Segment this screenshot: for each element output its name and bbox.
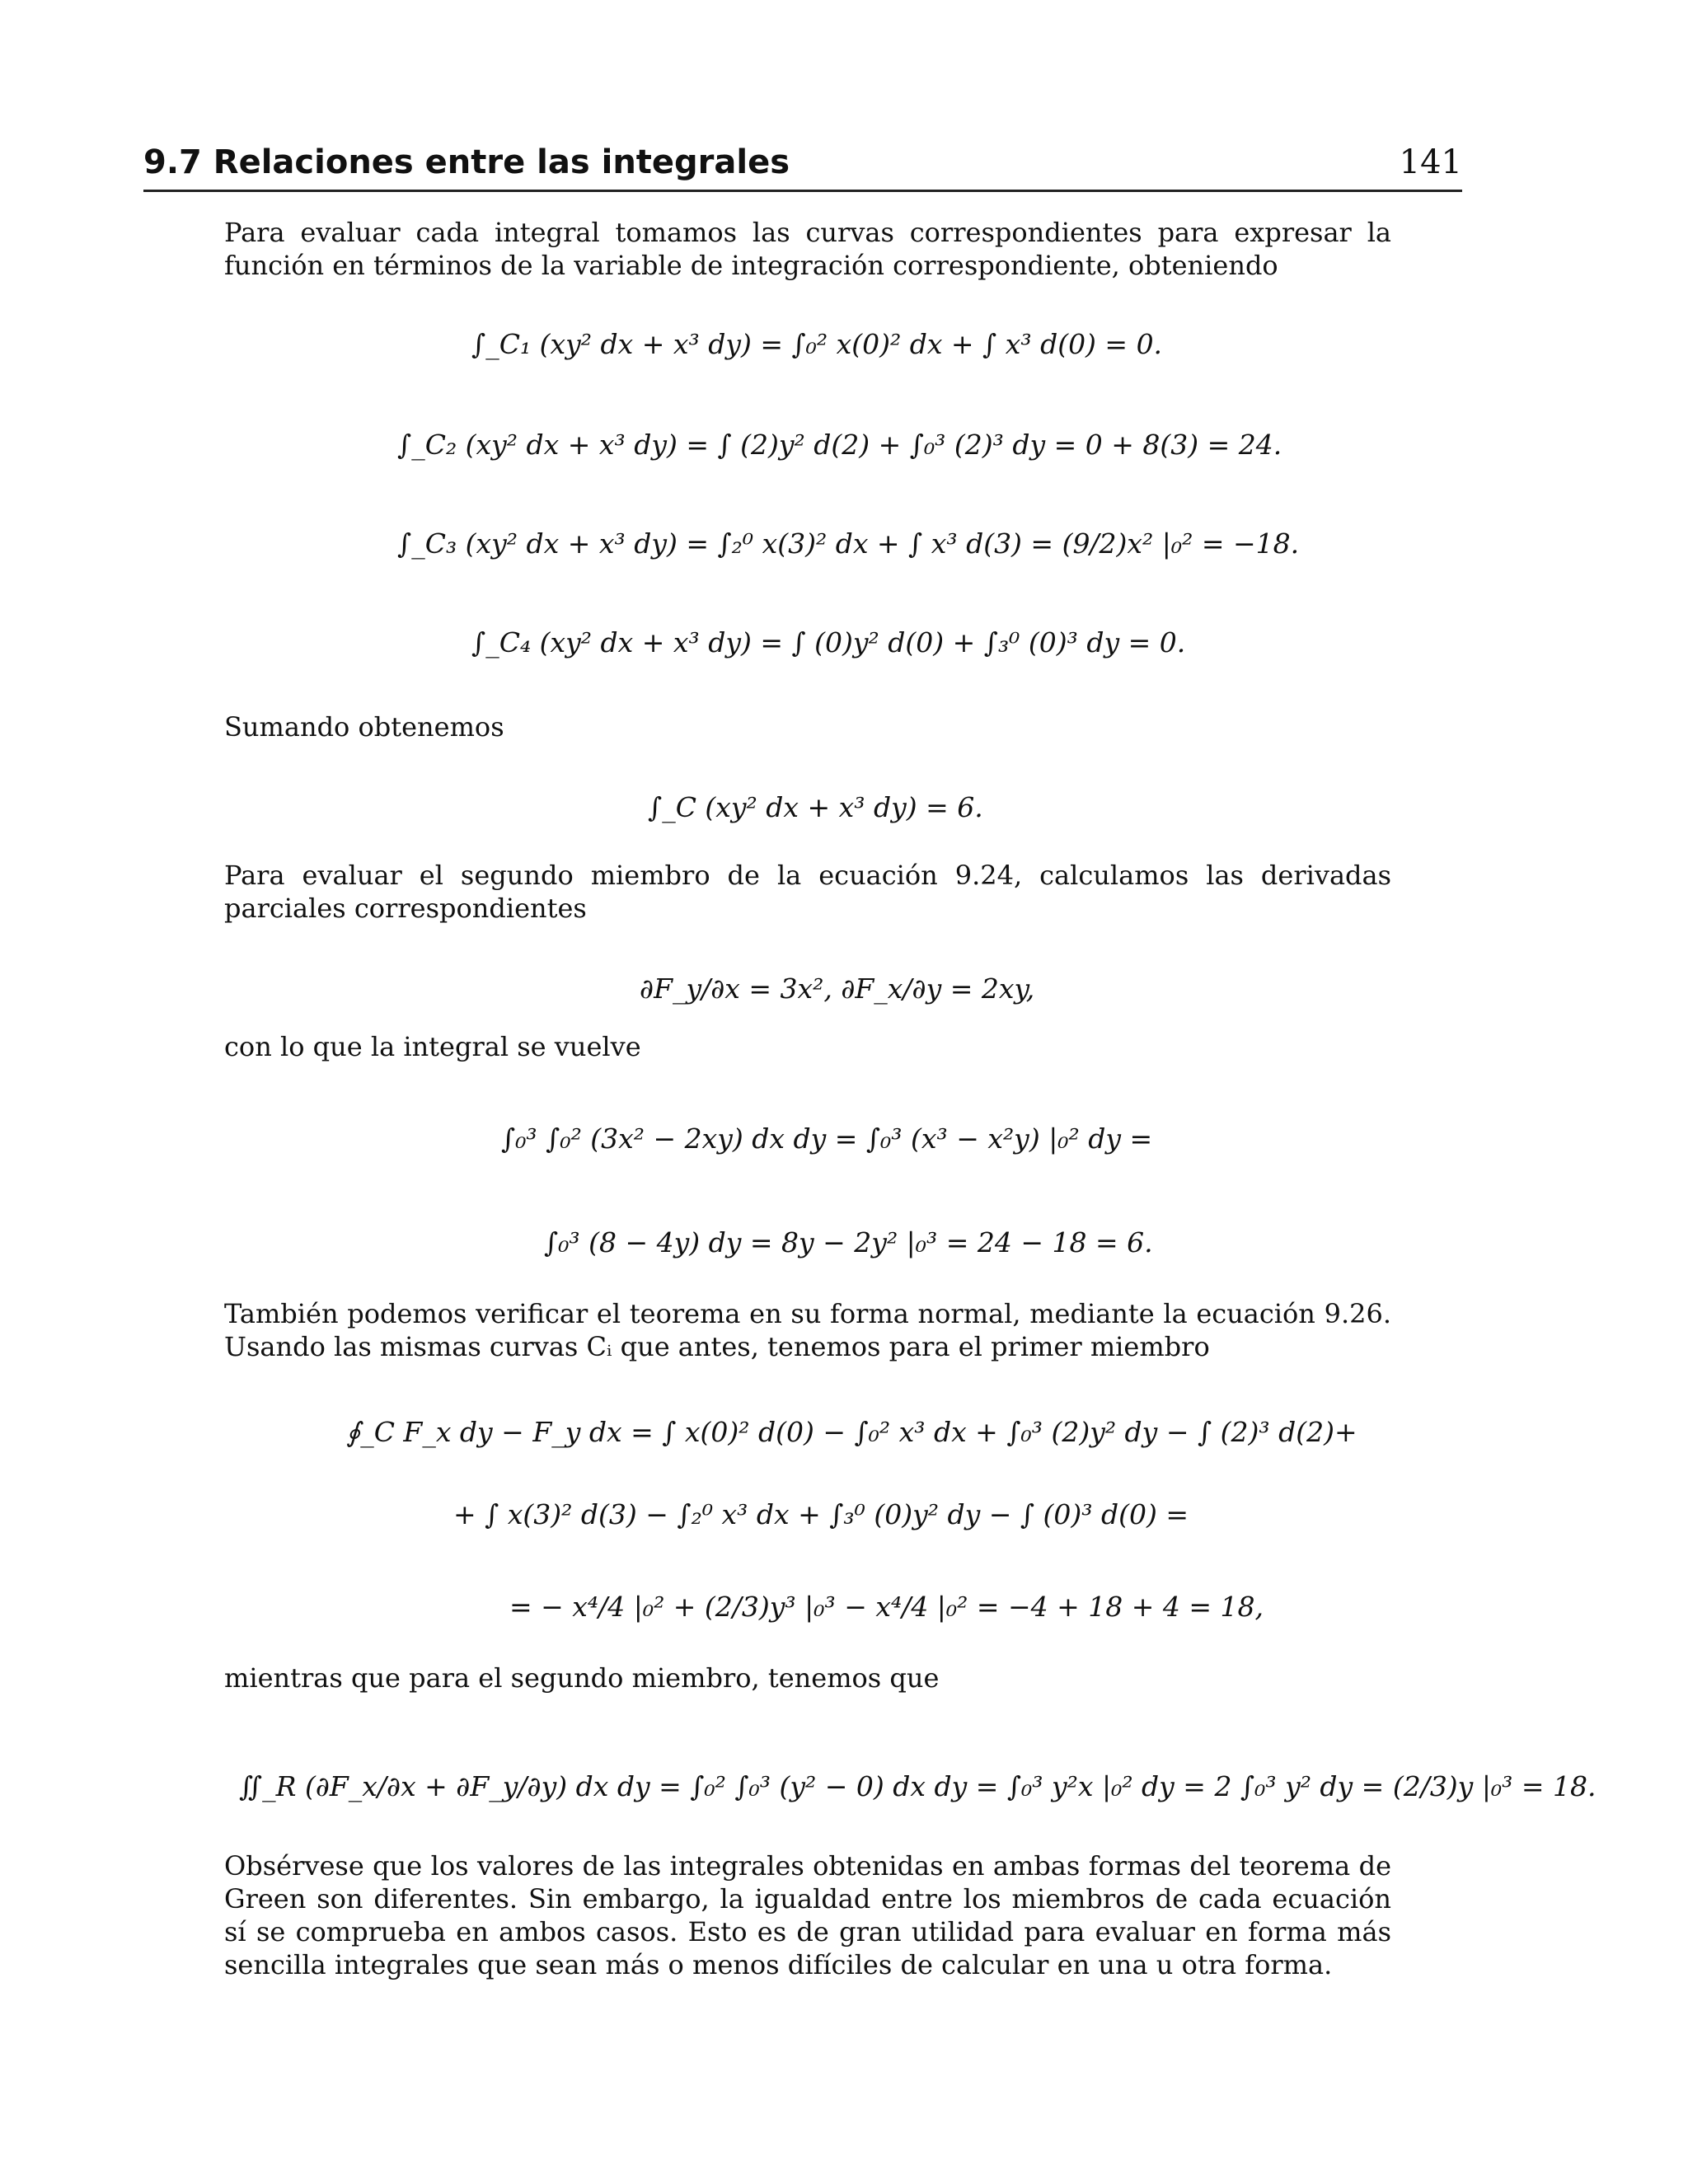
paragraph-conclusion: Obsérvese que los valores de las integrales obtenidas en ambas formas del teorema de Green son diferentes. Sin embargo, la igualdad entre los miembros de cada ecuación sí se comprueba en ambos casos. Esto es de gran utilidad para evaluar en forma más sencilla integrales que sean más o menos difíciles de calcular en una u otra forma. [224,1850,1391,1980]
paragraph-sum: Sumando obtenemos [224,711,504,743]
page-header [143,140,1462,192]
equation-c2: ∫_C₂ (xy² dx + x³ dy) = ∫ (2)y² d(2) + ∫₀³ (2)³ dy = 0 + 8(3) = 24. [397,429,1282,461]
paragraph-second-member: mientras que para el segundo miembro, tenemos que [224,1662,940,1694]
equation-partials: ∂F_y/∂x = 3x², ∂F_x/∂y = 2xy, [640,972,1035,1005]
equation-sum: ∫_C (xy² dx + x³ dy) = 6. [648,791,983,823]
equation-c1: ∫_C₁ (xy² dx + x³ dy) = ∫₀² x(0)² dx + ∫ x³ d(0) = 0. [471,328,1163,360]
equation-line-integral-1: ∮_C F_x dy − F_y dx = ∫ x(0)² d(0) − ∫₀² x³ dx + ∫₀³ (2)y² dy − ∫ (2)³ d(2)+ [346,1416,1357,1448]
paragraph-normal-form: También podemos verificar el teorema en su forma normal, mediante la ecuación 9.26. Usando las mismas curvas Cᵢ que antes, tenemos para el primer miembro [224,1298,1391,1362]
equation-area-integral: ∬_R (∂F_x/∂x + ∂F_y/∂y) dx dy = ∫₀² ∫₀³ (y² − 0) dx dy = ∫₀³ y²x |₀² dy = 2 ∫₀³ y² dy = (2/3)y |₀³ = 18. [239,1770,1597,1802]
page-number: 141 [1399,143,1462,181]
equation-double-integral: ∫₀³ ∫₀² (3x² − 2xy) dx dy = ∫₀³ (x³ − x²y) |₀² dy = [501,1122,1153,1155]
section-title: 9.7 Relaciones entre las integrales [143,143,790,181]
paragraph-intro: Para evaluar cada integral tomamos las curvas correspondientes para expresar la función en términos de la variable de integración correspondiente, obteniendo [224,217,1391,281]
equation-double-integral-result: ∫₀³ (8 − 4y) dy = 8y − 2y² |₀³ = 24 − 18 = 6. [544,1226,1153,1258]
equation-c4: ∫_C₄ (xy² dx + x³ dy) = ∫ (0)y² d(0) + ∫₃⁰ (0)³ dy = 0. [471,626,1186,658]
equation-c3: ∫_C₃ (xy² dx + x³ dy) = ∫₂⁰ x(3)² dx + ∫ x³ d(3) = (9/2)x² |₀² = −18. [397,527,1300,560]
paragraph-partials: Para evaluar el segundo miembro de la ecuación 9.24, calculamos las derivadas parciales correspondientes [224,860,1391,924]
equation-line-integral-2: + ∫ x(3)² d(3) − ∫₂⁰ x³ dx + ∫₃⁰ (0)y² dy − ∫ (0)³ d(0) = [453,1498,1189,1530]
equation-line-integral-3: = − x⁴/4 |₀² + (2/3)y³ |₀³ − x⁴/4 |₀² = −4 + 18 + 4 = 18, [509,1591,1264,1623]
paragraph-integral: con lo que la integral se vuelve [224,1031,641,1062]
